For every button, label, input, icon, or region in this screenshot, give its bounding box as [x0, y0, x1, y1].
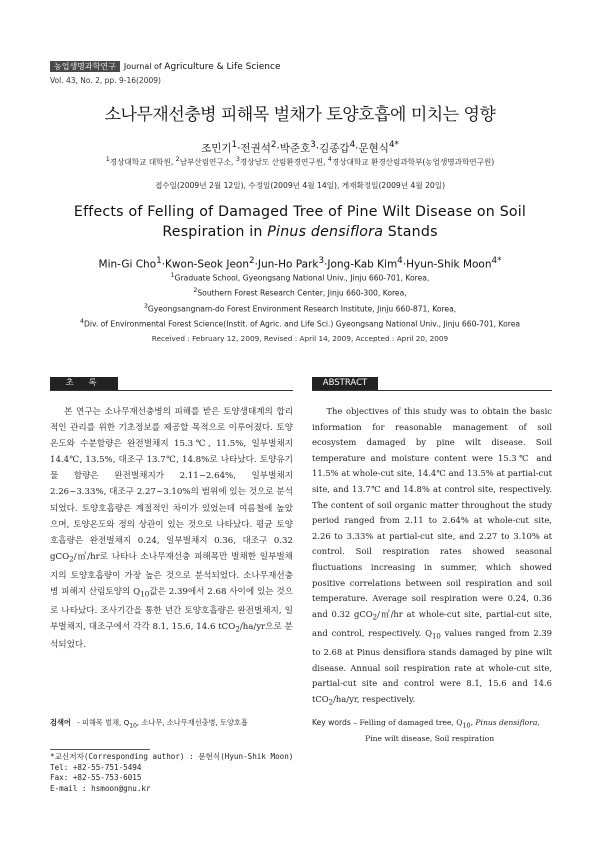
english-title-line1: Effects of Felling of Damaged Tree of Pine Wilt Disease on Soil — [73, 204, 527, 220]
korean-title: 소나무재선충병 피해목 벌채가 토양호흡에 미치는 영향 — [104, 105, 496, 125]
footnote-rule — [50, 749, 150, 750]
english-keywords-label: Key words — [312, 718, 351, 727]
korean-dates: 접수일(2009년 2월 12일), 수정일(2009년 4월 14일), 게재확정일(2009년 4월 20일) — [154, 181, 446, 190]
journal-name — [124, 62, 281, 72]
english-abstract-rule — [312, 390, 552, 391]
english-abstract-heading: ABSTRACT — [312, 377, 378, 390]
korean-abstract-body: 본 연구는 소나무재선충병의 피해를 받은 토양생태계의 합리적인 관리를 위한 기초정보를 제공할 목적으로 이루어졌다. 토양온도와 수분함량은 완전벌채지 15.3℃, 11.5%, 일부벌채지 14.4℃, 13.5%, 대조구 13.7℃, 14.8%로 나타났다. 토양유기물 함량은 완전벌채지가 2.11~2.64%, 일부벌채지 2.26~3.33%, 대조구 2.27~3.10%의 범위에 있는 것으로 분석되었다. 토양호흡량은 계절적인 차이가 있었는데 여름철에 높았으며, 토양온도와 정의 상관이 있는 것으로 나타났다. 평균 토양호흡량은 완전벌채지 0.24, 일부벌채지 0.36, 대조구 0.32 gCO$_2$/㎡/hr로 나타나 소나무재선충 피해목만 벌채한 일부벌채지의 토양호흡량이 가장 높은 것으로 분석되었다. 소나무재선충병 피해지 산림토양의 $Q_{10}$값은 2.39에서 2.68 사이에 있는 것으로 나타났다. 조사기간을 통한 년간 토양호흡량은 완전벌채지, 일부벌채지, 대조구에서 각각 8.1, 15.6, 14.6 tCO$_2$/ha/yr으로 분석되었다. — [50, 407, 293, 651]
korean-keywords-list: - 피해목 벌채, $Q_{10}$, 소나무, 소나무재선충병, 토양호흡 — [77, 718, 248, 730]
english-affiliations: $^1$Graduate School, Gyeongsang National Univ., Jinju 660-701, Korea, $^2$Southern Forest Research Center, Jinju 660-300, Korea, $^3$Gyeongsangnam-do Forest Environment Research Institute, Jinju 660-871, Korea, $^4$Div. of Environmental Forest Science(Instit. of Agric. and Life Sci.) Gyeongsang National Univ., Jinju 660-701, Korea — [79, 272, 521, 329]
journal-tag: 농업생명과학연구 — [50, 61, 120, 72]
english-abstract-body: The objectives of this study was to obtain the basic information for reasonable management of soil ecosystem damaged by pine wilt disease. Soil temperature and moisture content were 15.3℃ and 11.5% at whole-cut site, 14.4℃ and 13.5% at partial-cut site, and 13.7℃ and 14.8% at control site, respectively. The content of soil organic matter throughout the study period ranged from 2.11 to 2.64% at whole-cut site, 2.26 to 3.33% at partial-cut site, and 2.27 to 3.10% at control. Soil respiration rates showed seasonal fluctuations increasing in summer, which showed positive correlations between soil respiration and soil temperature. Average soil respiration were 0.24, 0.36 and 0.32 gCO$_2$/㎡/hr at whole-cut site, partial-cut site, and control, respectively. $Q_{10}$ values ranged from 2.39 to 2.68 at Pinus densiflora stands damaged by pine wilt disease. Annual soil respiration rate at whole-cut site, partial-cut site and control were 8.1, 15.6 and 14.6 tCO$_2$/ha/yr, respectively. — [312, 406, 552, 707]
english-keywords-list: – Felling of damaged tree, $Q_{10}$, Pinus densiflora, Pine wilt disease, Soil respiration — [312, 718, 540, 743]
english-keywords — [312, 717, 562, 745]
korean-keywords-label: 검색어 — [50, 718, 71, 727]
english-authors: Min-Gi Cho$^1$·Kwon-Seok Jeon$^2$·Jun-Ho Park$^3$·Jong-Kab Kim$^4$·Hyun-Shik Moon$^{4*}$ — [98, 256, 502, 271]
received-dates: Received : February 12, 2009, Revised : April 14, 2009, Accepted : April 20, 2009 — [151, 334, 449, 343]
korean-keywords — [50, 718, 300, 729]
journal-prefix: Journal of — [123, 61, 162, 71]
journal-header — [50, 61, 281, 72]
korean-abstract-rule — [50, 390, 293, 391]
korean-affiliations: $^1$경상대학교 대학원, $^2$남부산림연구소, $^3$경상남도 산림환경연구원, $^4$경상대학교 환경산림과학부(농업생명과학연구원) — [105, 156, 495, 167]
korean-authors: 조민기$^1$·전권석$^2$·박준호$^3$·김종갑$^4$·문현식$^{4*}$ — [201, 140, 399, 155]
journal-title: Agriculture & Life Science — [164, 61, 281, 72]
volume-line: Vol. 43, No. 2, pp. 9-16(2009) — [50, 76, 161, 85]
english-title — [0, 202, 600, 242]
korean-abstract-heading: 초 록 — [50, 377, 118, 390]
corresponding-author-footnote: *교신저자(Corresponding author) : 문현식(Hyun-Shik Moon) Tel: +82-55-751-5494 Fax: +82-55-753-6015 E-mail : hsmoon@gnu.kr — [50, 752, 294, 793]
english-title-line2: Respiration in Pinus densiflora Stands — [162, 224, 438, 240]
